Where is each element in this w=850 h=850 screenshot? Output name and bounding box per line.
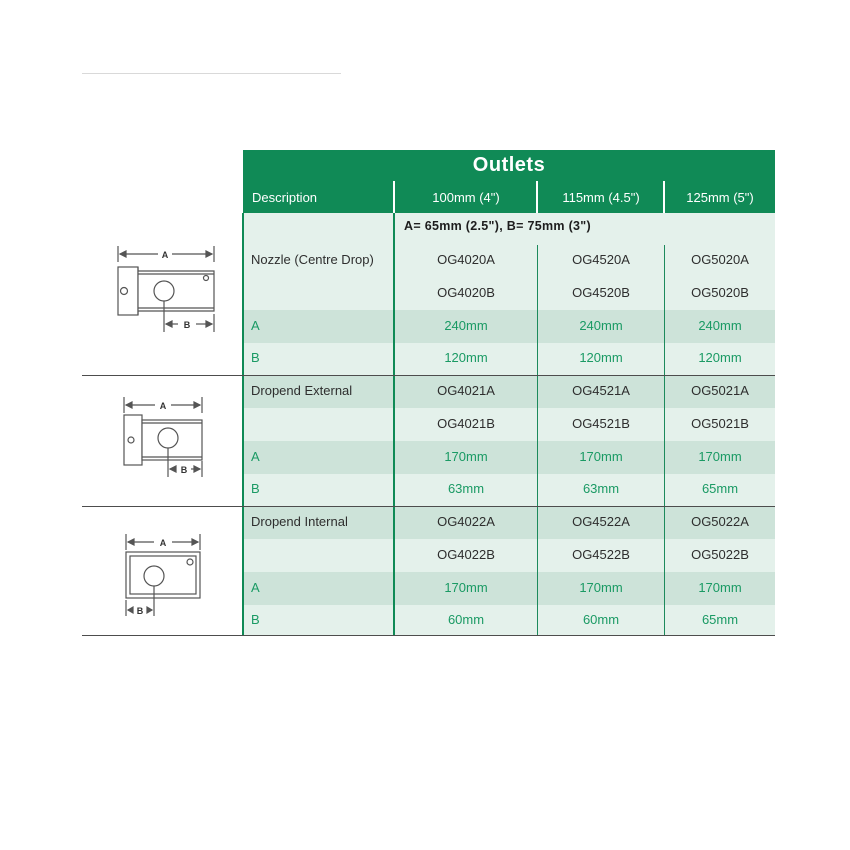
- dimension-label: B: [251, 480, 260, 496]
- nozzle-centre-drop-diagram: [108, 240, 223, 340]
- dimension-value: 63mm: [582, 480, 620, 496]
- dimension-value: 240mm: [444, 317, 488, 333]
- product-code: OG4521B: [572, 415, 630, 431]
- product-code: OG4520B: [572, 284, 630, 300]
- dimension-label: B: [251, 611, 260, 627]
- group-name: Dropend Internal: [251, 513, 348, 529]
- dimension-value: 63mm: [447, 480, 485, 496]
- dropend-external-diagram: [115, 393, 210, 483]
- header-100mm: 100mm (4"): [432, 189, 500, 205]
- header-description: Description: [252, 189, 318, 205]
- group-name: Dropend External: [251, 382, 353, 398]
- table-header-row: [243, 181, 775, 213]
- header-115mm: 115mm (4.5"): [562, 189, 640, 205]
- product-code: OG5020B: [691, 284, 749, 300]
- product-code: OG5020A: [691, 251, 749, 267]
- dimension-label: A: [251, 579, 260, 595]
- product-code: OG4020B: [437, 284, 495, 300]
- product-code: OG4521A: [572, 382, 630, 398]
- dimension-label: B: [251, 349, 260, 365]
- group-divider: [82, 506, 775, 507]
- table-title: Outlets: [243, 150, 775, 181]
- dimension-value: 170mm: [444, 579, 488, 595]
- product-code: OG4522B: [572, 546, 630, 562]
- product-code: OG5021A: [691, 382, 749, 398]
- dimension-value: 60mm: [582, 611, 620, 627]
- dropend-internal-diagram: [118, 530, 208, 622]
- column-divider: [242, 213, 244, 635]
- dimension-value: 120mm: [579, 349, 623, 365]
- diagram-label-a: A: [159, 401, 167, 411]
- table-bottom-rule: [82, 635, 775, 636]
- spec-note: A= 65mm (2.5"), B= 75mm (3"): [404, 219, 591, 233]
- dimension-value: 170mm: [698, 579, 742, 595]
- group-name: Nozzle (Centre Drop): [251, 251, 374, 267]
- diagram-label-a: A: [159, 538, 167, 548]
- diagram-label-b: B: [136, 606, 144, 616]
- product-code: OG5022A: [691, 513, 749, 529]
- product-code: OG4522A: [572, 513, 630, 529]
- dimension-value: 120mm: [444, 349, 488, 365]
- dimension-value: 170mm: [579, 579, 623, 595]
- header-divider: [536, 181, 538, 213]
- diagram-label-a: A: [161, 250, 169, 260]
- product-code: OG5022B: [691, 546, 749, 562]
- dimension-value: 65mm: [701, 611, 739, 627]
- header-125mm: 125mm (5"): [686, 189, 754, 205]
- product-code: OG4520A: [572, 251, 630, 267]
- dimension-value: 240mm: [698, 317, 742, 333]
- group-divider: [82, 375, 775, 376]
- product-code: OG4020A: [437, 251, 495, 267]
- product-code: OG4021B: [437, 415, 495, 431]
- product-code: OG5021B: [691, 415, 749, 431]
- dimension-value: 65mm: [701, 480, 739, 496]
- dimension-value: 120mm: [698, 349, 742, 365]
- dimension-label: A: [251, 317, 260, 333]
- product-code: OG4021A: [437, 382, 495, 398]
- diagram-label-b: B: [180, 465, 188, 475]
- diagram-label-b: B: [183, 320, 191, 330]
- dimension-label: A: [251, 448, 260, 464]
- product-code: OG4022A: [437, 513, 495, 529]
- dimension-value: 170mm: [579, 448, 623, 464]
- top-divider: [82, 73, 341, 74]
- dimension-value: 170mm: [698, 448, 742, 464]
- product-code: OG4022B: [437, 546, 495, 562]
- dimension-value: 60mm: [447, 611, 485, 627]
- header-divider: [393, 181, 395, 213]
- header-divider: [663, 181, 665, 213]
- dimension-value: 240mm: [579, 317, 623, 333]
- dimension-value: 170mm: [444, 448, 488, 464]
